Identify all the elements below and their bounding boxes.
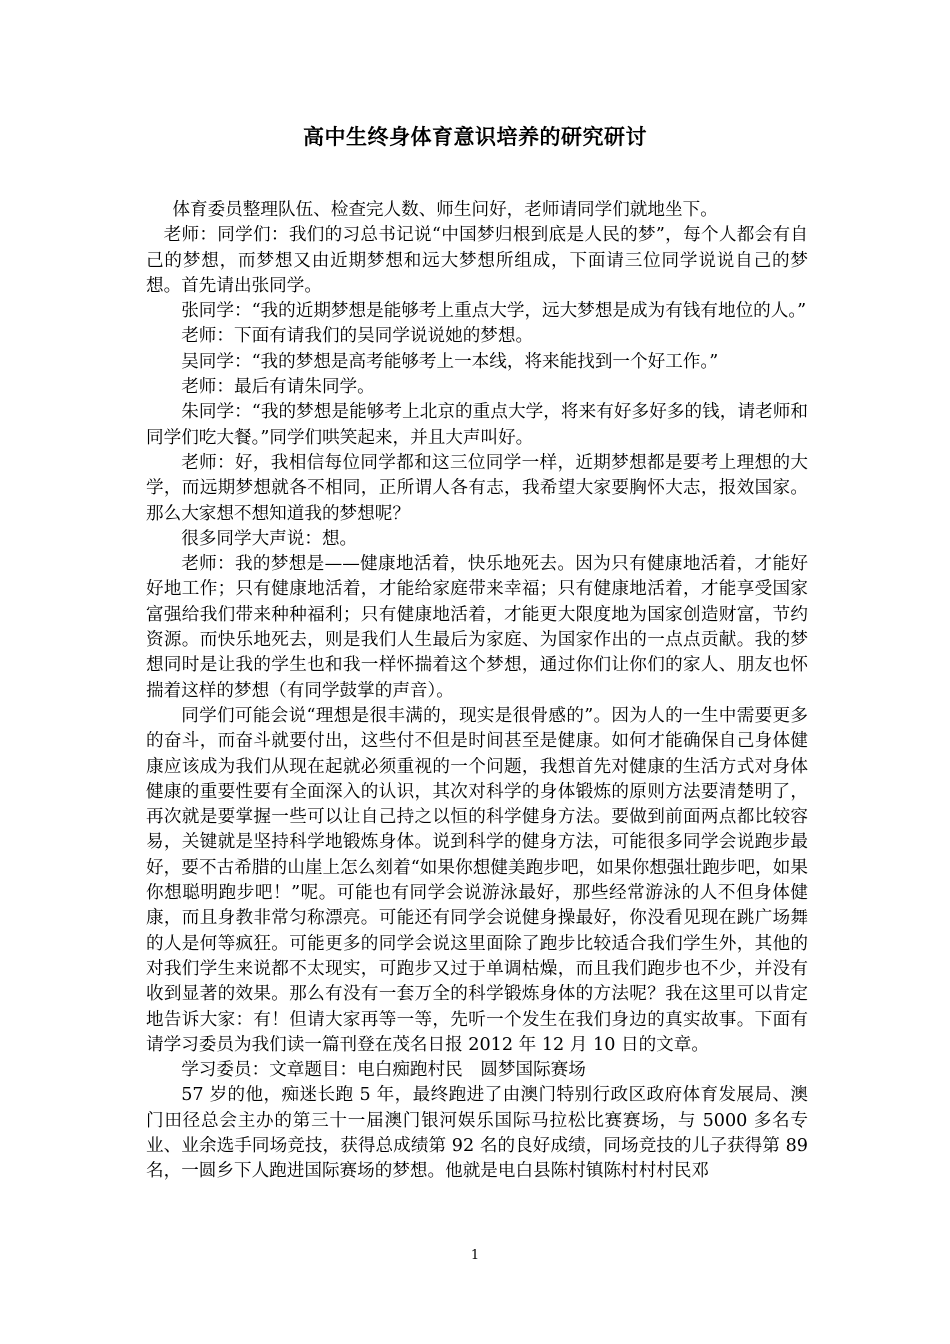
paragraph: 很多同学大声说：想。 (181, 528, 358, 549)
page-number: 1 (470, 1248, 480, 1263)
document-title: 高中生终身体育意识培养的研究研讨 (303, 124, 647, 149)
paragraph: 老师：下面有请我们的吴同学说说她的梦想。 (181, 326, 534, 347)
paragraph: 老师：好，我相信每位同学都和这三位同学一样，近期梦想都是要考上理想的大学，而远期梦想就各不相同，正所谓人各有志，我希望大家要胸怀大志，报效国家。那么大家想不想知道我的梦想呢？ (146, 452, 808, 524)
paragraph: 学习委员：文章题目：电白痴跑村民 圆梦国际赛场 (181, 1060, 586, 1081)
paragraph: 老师：最后有请朱同学。 (181, 377, 375, 398)
paragraph: 老师：我的梦想是——健康地活着，快乐地死去。因为只有健康地活着，才能好好地工作；只有健康地活着，才能给家庭带来幸福；只有健康地活着，才能享受国家富强给我们带来种种福利；只有健康地活着，才能更大限度地为国家创造财富，节约资源。而快乐地死去，则是我们人生最后为家庭、为国家作出的一点点贡献。我的梦想同时是让我的学生也和我一样怀揣着这个梦想，通过你们让你们的家人、朋友也怀揣着这样的梦想（有同学鼓掌的声音）。 (146, 554, 808, 701)
paragraph: 张同学：“我的近期梦想是能够考上重点大学，远大梦想是成为有钱有地位的人。” (181, 301, 807, 322)
paragraph: 同学们可能会说“理想是很丰满的，现实是很骨感的”。因为人的一生中需要更多的奋斗，而奋斗就要付出，这些付不但是时间甚至是健康。如何才能确保自己身体健康应该成为我们从现在起就必须重视的一个问题，我想首先对健康的生活方式对身体健康的重要性要有全面深入的认识，其次对科学的身体锻炼的原则方法要清楚明了，再次就是要掌握一些可以让自己持之以恒的科学健身方法。要做到前面两点都比较容易，关键就是坚持科学地锻炼身体。说到科学的健身方法，可能很多同学会说跑步最好，要不古希腊的山崖上怎么刻着“如果你想健美跑步吧，如果你想强壮跑步吧，如果你想聪明跑步吧！”呢。可能也有同学会说游泳最好，那些经常游泳的人不但身体健康，而且身教非常匀称漂亮。可能还有同学会说健身操最好，你没看见现在跳广场舞的人是何等疯狂。可能更多的同学会说这里面除了跑步比较适合我们学生外，其他的对我们学生来说都不太现实，可跑步又过于单调枯燥，而且我们跑步也不少，并没有收到显著的效果。那么有没有一套万全的科学锻炼身体的方法呢？我在这里可以肯定地告诉大家：有！但请大家再等一等，先听一个发生在我们身边的真实故事。下面有请学习委员为我们读一篇刊登在茂名日报 2012 年 12 月 10 日的文章。 (146, 705, 808, 1055)
paragraph: 朱同学：“我的梦想是能够考上北京的重点大学，将来有好多好多的钱，请老师和同学们吃大餐。”同学们哄笑起来，并且大声叫好。 (146, 402, 808, 448)
document-body (146, 198, 808, 1185)
paragraph: 吴同学：“我的梦想是高考能够考上一本线，将来能找到一个好工作。” (181, 351, 719, 372)
paragraph: 57 岁的他，痴迷长跑 5 年，最终跑进了由澳门特别行政区政府体育发展局、澳门田径总会主办的第三十一届澳门银河娱乐国际马拉松比赛赛场，与 5000 多名专业、业余选手同场竞技，获得总成绩第 92 名的良好成绩，同场竞技的儿子获得第 89 名，一圆乡下人跑进国际赛场的梦想。他就是电白县陈村镇陈村村村民邓 (146, 1085, 808, 1182)
paragraph: 体育委员整理队伍、检查完人数、师生问好，老师请同学们就地坐下。 (172, 200, 718, 220)
paragraph: 老师：同学们：我们的习总书记说“中国梦归根到底是人民的梦”，每个人都会有自己的梦想，而梦想又由近期梦想和远大梦想所组成，下面请三位同学说说自己的梦想。首先请出张同学。 (146, 225, 808, 296)
